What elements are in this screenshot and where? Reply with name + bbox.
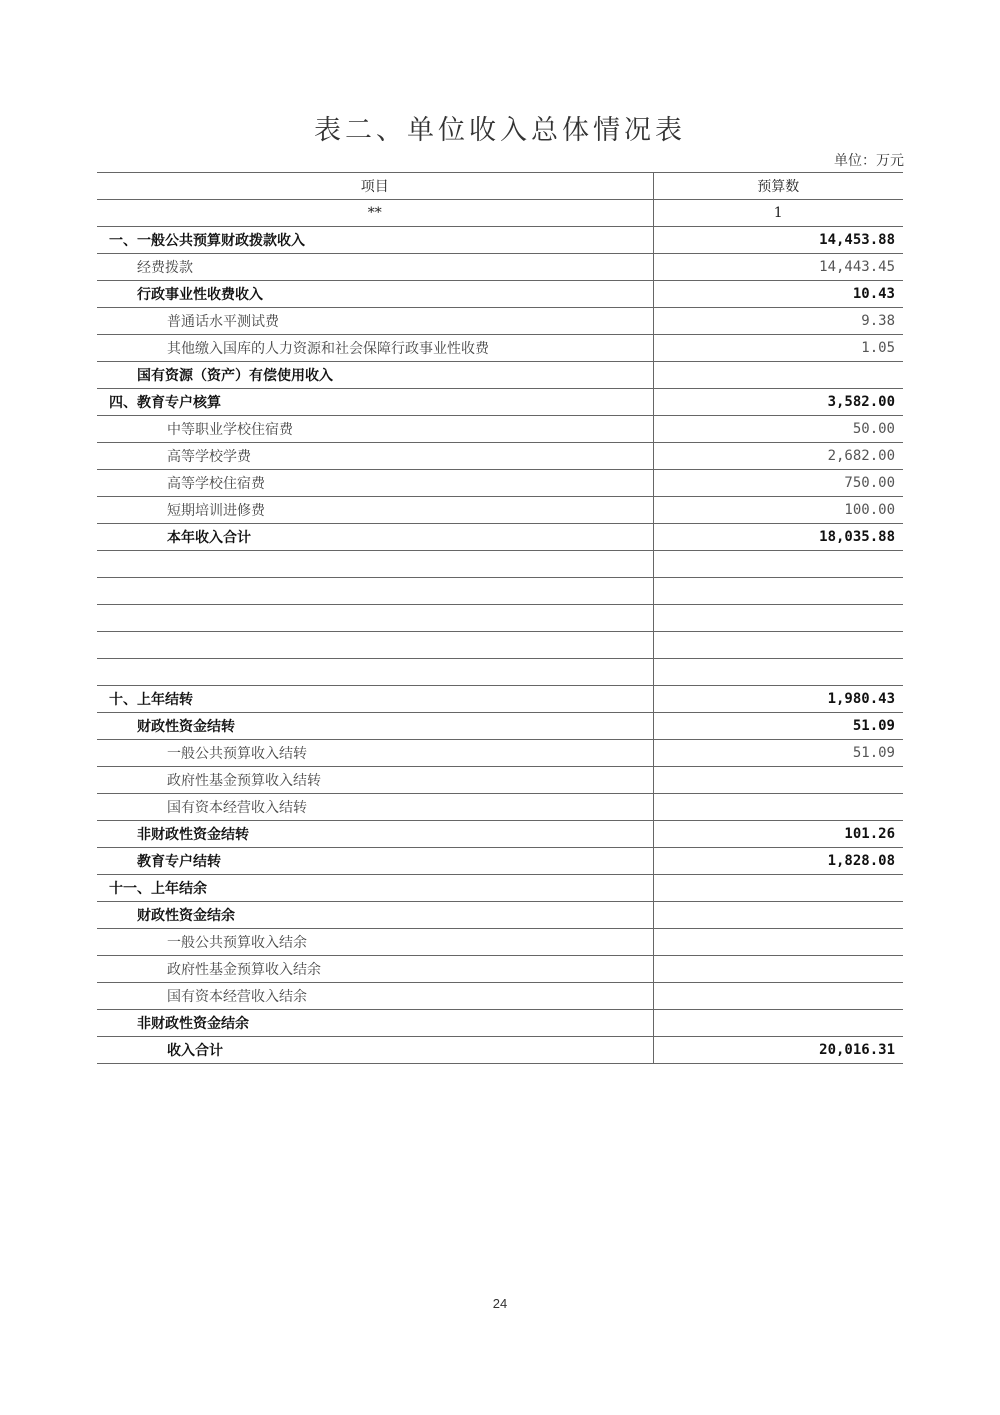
table-row: [97, 254, 903, 281]
table-row: [97, 929, 903, 956]
row-label: 财政性资金结转: [97, 713, 653, 740]
row-value: 51.09: [653, 740, 903, 767]
table-row: [97, 1037, 903, 1064]
row-label: 收入合计: [97, 1037, 653, 1064]
row-label: 非财政性资金结余: [97, 1010, 653, 1037]
row-label: [97, 605, 653, 632]
row-value: 1.05: [653, 335, 903, 362]
table-row: [97, 335, 903, 362]
row-value: [653, 551, 903, 578]
row-value: 51.09: [653, 713, 903, 740]
table-row: [97, 389, 903, 416]
index-row: [97, 200, 903, 227]
row-label: 十、上年结转: [97, 686, 653, 713]
row-value: [653, 362, 903, 389]
table-row: [97, 875, 903, 902]
table-row: [97, 281, 903, 308]
row-value: 10.43: [653, 281, 903, 308]
row-label: 教育专户结转: [97, 848, 653, 875]
index-item: **: [97, 200, 653, 227]
table-row: [97, 767, 903, 794]
page-number: 24: [492, 1296, 508, 1311]
row-label: 国有资本经营收入结余: [97, 983, 653, 1010]
row-label: 财政性资金结余: [97, 902, 653, 929]
row-value: 14,443.45: [653, 254, 903, 281]
table-row: [97, 551, 903, 578]
row-value: [653, 929, 903, 956]
table-row: [97, 605, 903, 632]
table-row: [97, 740, 903, 767]
row-value: [653, 902, 903, 929]
header-item: 项目: [97, 173, 653, 200]
row-label: 高等学校学费: [97, 443, 653, 470]
row-value: [653, 956, 903, 983]
table-row: [97, 308, 903, 335]
row-value: 3,582.00: [653, 389, 903, 416]
row-label: 一、一般公共预算财政拨款收入: [97, 227, 653, 254]
row-label: 中等职业学校住宿费: [97, 416, 653, 443]
row-label: 政府性基金预算收入结余: [97, 956, 653, 983]
row-value: [653, 794, 903, 821]
row-value: 1,980.43: [653, 686, 903, 713]
table-row: [97, 497, 903, 524]
row-label: [97, 551, 653, 578]
row-value: 20,016.31: [653, 1037, 903, 1064]
row-label: 一般公共预算收入结余: [97, 929, 653, 956]
row-value: [653, 632, 903, 659]
row-value: 14,453.88: [653, 227, 903, 254]
row-label: 本年收入合计: [97, 524, 653, 551]
row-value: [653, 659, 903, 686]
row-value: 750.00: [653, 470, 903, 497]
table-row: [97, 578, 903, 605]
table-row: [97, 227, 903, 254]
row-value: [653, 1010, 903, 1037]
row-label: 短期培训进修费: [97, 497, 653, 524]
table-row: [97, 983, 903, 1010]
row-label: 经费拨款: [97, 254, 653, 281]
table-row: [97, 713, 903, 740]
table-row: [97, 632, 903, 659]
row-value: 50.00: [653, 416, 903, 443]
page-title: 表二、单位收入总体情况表: [314, 115, 686, 146]
table-row: [97, 848, 903, 875]
row-value: [653, 605, 903, 632]
row-label: 政府性基金预算收入结转: [97, 767, 653, 794]
table-row: [97, 659, 903, 686]
row-value: 100.00: [653, 497, 903, 524]
table-row: [97, 821, 903, 848]
row-label: 其他缴入国库的人力资源和社会保障行政事业性收费: [97, 335, 653, 362]
row-label: 国有资本经营收入结转: [97, 794, 653, 821]
row-label: 非财政性资金结转: [97, 821, 653, 848]
index-budget: 1: [653, 200, 903, 227]
row-label: 国有资源（资产）有偿使用收入: [97, 362, 653, 389]
header-budget: 预算数: [653, 173, 903, 200]
row-value: 2,682.00: [653, 443, 903, 470]
row-value: 9.38: [653, 308, 903, 335]
header-row: [97, 173, 903, 200]
row-label: 高等学校住宿费: [97, 470, 653, 497]
row-value: 101.26: [653, 821, 903, 848]
table-row: [97, 416, 903, 443]
row-value: [653, 578, 903, 605]
table-row: [97, 1010, 903, 1037]
row-label: 四、教育专户核算: [97, 389, 653, 416]
row-label: 行政事业性收费收入: [97, 281, 653, 308]
row-label: [97, 578, 653, 605]
row-label: 十一、上年结余: [97, 875, 653, 902]
table-row: [97, 443, 903, 470]
row-value: 18,035.88: [653, 524, 903, 551]
row-label: 普通话水平测试费: [97, 308, 653, 335]
row-value: 1,828.08: [653, 848, 903, 875]
row-value: [653, 983, 903, 1010]
income-table: [97, 172, 903, 1064]
row-label: [97, 632, 653, 659]
row-label: [97, 659, 653, 686]
row-label: 一般公共预算收入结转: [97, 740, 653, 767]
row-value: [653, 767, 903, 794]
table-row: [97, 794, 903, 821]
table-row: [97, 524, 903, 551]
table-row: [97, 686, 903, 713]
table-row: [97, 362, 903, 389]
table-row: [97, 902, 903, 929]
unit-label: 单位：万元: [834, 153, 904, 169]
row-value: [653, 875, 903, 902]
table-row: [97, 470, 903, 497]
table-row: [97, 956, 903, 983]
